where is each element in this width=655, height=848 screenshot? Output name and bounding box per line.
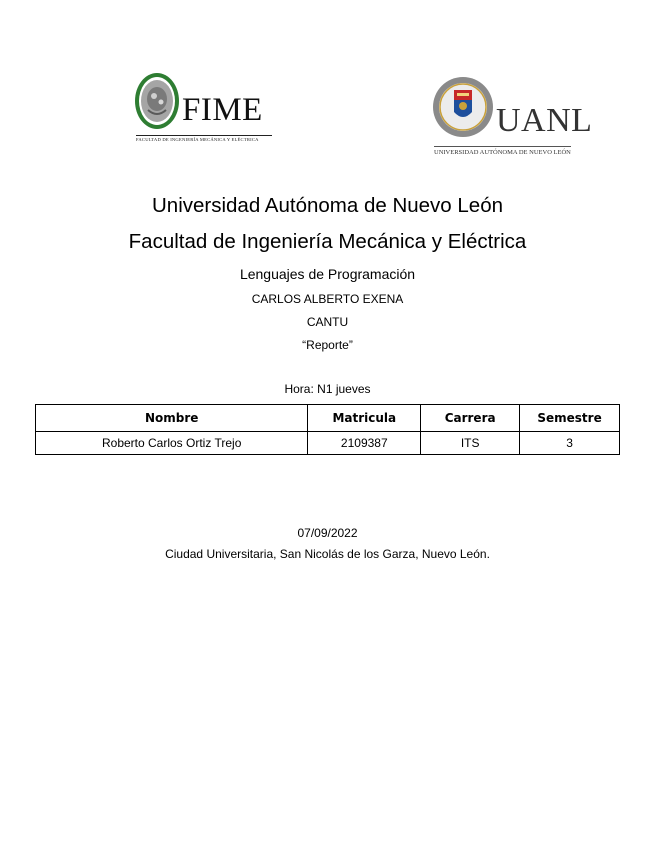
report-title: “Reporte” <box>302 338 353 352</box>
cell-matricula: 2109387 <box>308 432 421 455</box>
cell-nombre: Roberto Carlos Ortiz Trejo <box>36 432 308 455</box>
uanl-logo <box>432 76 612 160</box>
header-carrera: Carrera <box>421 405 520 432</box>
header-nombre: Nombre <box>36 405 308 432</box>
table-header-row <box>36 405 620 432</box>
schedule-label: Hora: N1 jueves <box>284 382 371 396</box>
teacher-name-line1: CARLOS ALBERTO EXENA <box>251 292 404 306</box>
header-matricula: Matricula <box>308 405 421 432</box>
fime-subtitle: FACULTAD DE INGENIERÍA MECÁNICA Y ELÉCTRICA <box>136 135 272 142</box>
uanl-seal-icon <box>432 76 494 138</box>
cell-carrera: ITS <box>421 432 520 455</box>
university-title: Universidad Autónoma de Nuevo León <box>151 194 503 217</box>
fime-seal-icon <box>134 72 180 130</box>
cell-semestre: 3 <box>520 432 620 455</box>
teacher-name-line2: CANTU <box>306 315 349 329</box>
uanl-wordmark: UANL <box>496 102 593 139</box>
table-row <box>36 432 620 455</box>
student-table <box>35 404 620 455</box>
fime-wordmark: FIME <box>182 92 263 128</box>
fime-logo <box>134 72 274 146</box>
report-date: 07/09/2022 <box>297 526 358 540</box>
uanl-subtitle: UNIVERSIDAD AUTÓNOMA DE NUEVO LEÓN <box>434 146 571 156</box>
faculty-title: Facultad de Ingeniería Mecánica y Eléctrica <box>128 230 527 253</box>
course-name: Lenguajes de Programación <box>239 266 416 282</box>
report-place: Ciudad Universitaria, San Nicolás de los Garza, Nuevo León. <box>165 547 490 561</box>
header-semestre: Semestre <box>520 405 620 432</box>
